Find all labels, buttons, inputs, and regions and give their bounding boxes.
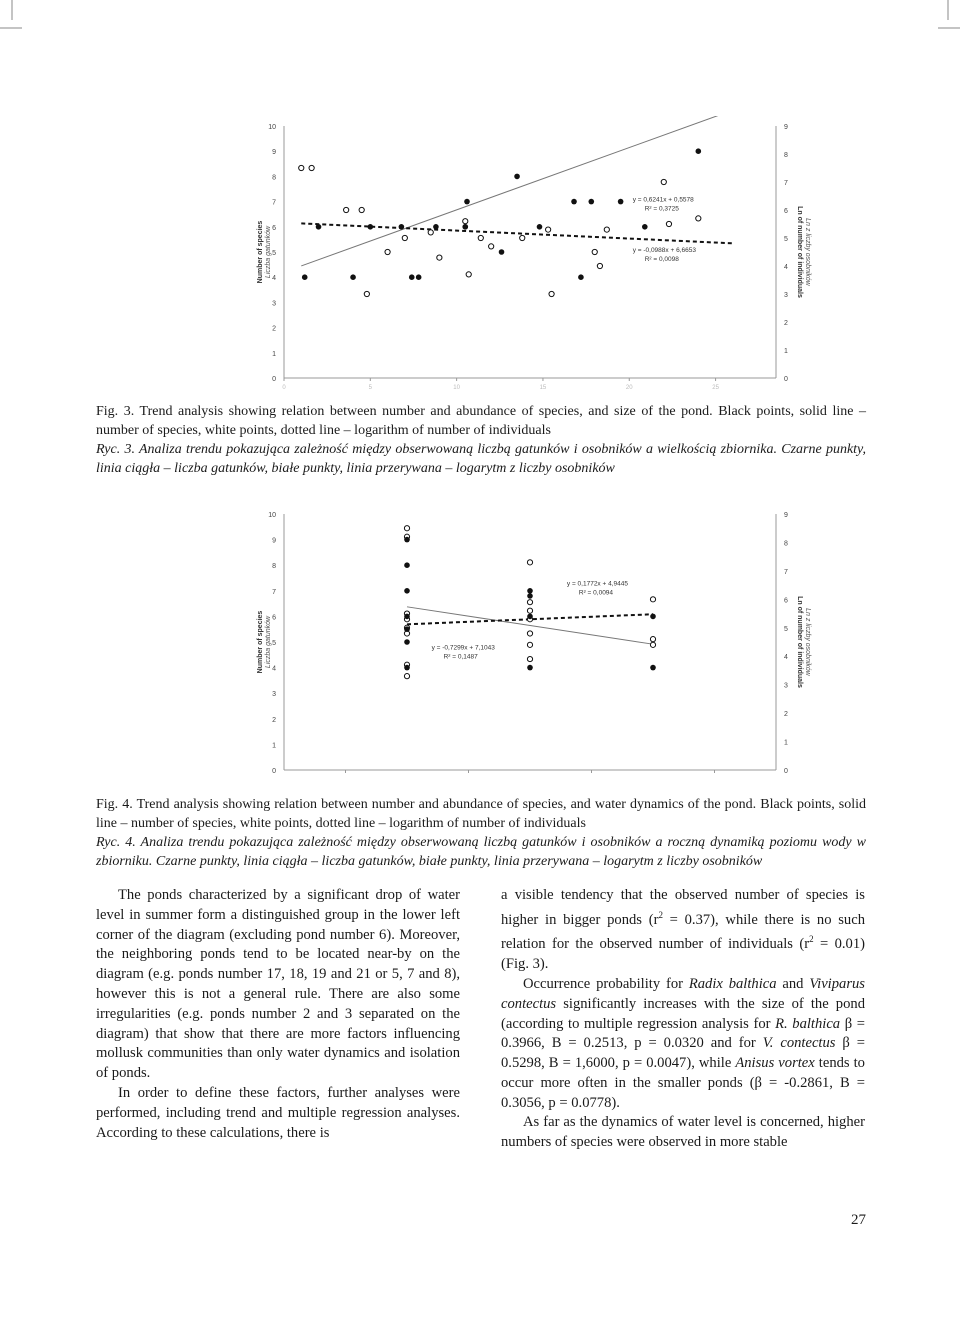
left-tick-label: 9 [272,537,276,545]
right-tick-label: 2 [784,320,788,327]
x-tick-label: 25 [712,385,719,390]
left-axis-title-pl: Liczba gatunków [265,225,272,279]
white-point [359,207,364,212]
white-point [546,227,551,232]
white-point [696,216,701,221]
white-point [299,165,304,170]
left-axis-title-pl: Liczba gatunków [265,615,272,669]
right-tick-label: 0 [784,768,788,775]
x-tick-label: 0 [282,385,286,390]
right-tick-label: 6 [784,208,788,215]
text-run: significantly increases with the size of the pond (according to multiple regression analysis for [501,995,865,1032]
species-trend-line [301,116,733,266]
right-axis-title-pl: Ln z liczby osobników [804,218,811,286]
black-point [433,224,439,230]
right-tick-label: 5 [784,625,788,633]
fig3-caption [96,402,866,478]
white-point [437,255,442,260]
white-point [309,165,314,170]
trend-equation: y = 0,1772x + 4,9445 [566,580,628,588]
white-point [527,600,532,605]
species-name: Viviparus contectus [501,975,865,1012]
white-point [364,291,369,296]
black-point [404,614,410,620]
left-tick-label: 6 [272,614,276,622]
white-point [527,560,532,565]
black-point [696,148,702,154]
trend-equation: y = -0,7299x + 7,1043 [431,644,495,652]
left-tick-label: 2 [272,716,276,724]
right-axis-title-pl: Ln z liczby osobników [804,608,811,676]
white-point [520,235,525,240]
left-tick-label: 3 [272,691,276,699]
left-tick-label: 7 [272,588,276,596]
black-point [527,614,533,620]
white-point [404,526,409,531]
black-point [368,224,374,230]
right-tick-label: 7 [784,180,788,187]
black-point [404,639,410,645]
right-tick-label: 7 [784,568,788,576]
body-right-paragraph-3: As far as the dynamics of water level is concerned, higher numbers of species were observed in more stable [501,1114,865,1151]
right-tick-label: 4 [784,654,788,662]
trend-r2: R² = 0,0098 [644,256,679,263]
fig3-caption-pl: Ryc. 3. Analiza trendu pokazująca zależność między obserwowaną liczbą gatunków i osobników a wielkością zbiornika. Czarne punkty, linia ciągła – liczba gatunków, białe punkty, linia przerywana – logarytm z liczby osobników [96,442,866,476]
right-tick-label: 0 [784,376,788,383]
fig3-caption-en: Fig. 3. Trend analysis showing relation between number and abundance of species, and size of the pond. Black points, solid line – number of species, white points, dotted line – logarithm of number of individuals [96,404,866,438]
white-point [466,272,471,277]
left-tick-label: 0 [272,768,276,775]
trend-r2: R² = 0,0094 [578,589,614,597]
white-point [650,642,655,647]
left-tick-label: 1 [272,742,276,750]
left-tick-label: 0 [272,376,276,383]
white-point [597,263,602,268]
black-point [404,562,410,568]
text-run: and [776,975,810,992]
fig4-caption [96,795,866,871]
white-point [666,221,671,226]
text-run: tends to occur more often in the smaller ponds (β = -0.2861, B = 0.3056, p = 0.0778). [501,1055,865,1111]
left-tick-label: 7 [272,199,276,207]
white-point [604,227,609,232]
left-tick-label: 4 [272,275,276,283]
superscript: 2 [658,909,663,920]
black-point [571,199,577,205]
white-point [344,207,349,212]
right-tick-label: 5 [784,236,788,243]
left-tick-label: 4 [272,665,276,673]
species-name: Radix balthica [688,975,777,992]
white-point [385,249,390,254]
trend-equation: y = 0,6241x + 0,5578 [632,196,694,204]
left-axis-title: Number of species [257,220,264,284]
black-point [302,274,308,280]
white-point [402,235,407,240]
black-point [316,224,322,230]
black-point [537,224,543,230]
left-tick-label: 1 [272,350,276,358]
white-point [549,291,554,296]
fig3-svg [244,116,814,390]
left-tick-label: 2 [272,325,276,333]
right-axis-title: Ln of number of individuals [796,596,803,688]
left-axis-title: Number of species [257,610,264,674]
trend-r2: R² = 0,3725 [644,205,679,213]
black-point [350,274,356,280]
white-point [650,637,655,642]
body-left-paragraph-1: The ponds characterized by a significant drop of water level in summer form a distinguished group in the lower left corner of the diagram (excluding pond number 6). Moreover, the neighboring ponds tend to be located near-by on the diagram (e.g. ponds number 17, 18, 19 and 21 or 5, 7 and 8), however this is not a general rule. There are also some irregularities (e.g. ponds number 2 and 3 separated on the diagram) that show that there are more factors influencing mollusk communities than only water dynamics and isolation of ponds. [96,887,460,1082]
white-point [592,249,597,254]
text-run: = 0.01) (Fig. 3). [501,936,865,973]
text-run: a visible tendency that the observed number of species is higher in bigger ponds (r [501,887,865,928]
black-point [399,224,405,230]
black-point [499,249,505,255]
left-tick-label: 9 [272,149,276,157]
species-name: V. contectus [762,1035,836,1052]
x-tick-label: 5 [368,385,372,390]
white-point [661,179,666,184]
left-tick-label: 10 [268,124,276,131]
right-axis-title: Ln of number of individuals [796,206,803,298]
white-point [478,235,483,240]
left-tick-label: 10 [268,512,276,519]
right-tick-label: 9 [784,124,788,131]
black-point [618,199,624,205]
white-point [489,244,494,249]
black-point [404,665,410,671]
trend-r2: R² = 0,1487 [443,653,478,661]
trend-equation: y = -0,0988x + 6,6653 [632,247,696,254]
black-point [527,593,533,599]
black-point [650,665,656,671]
text-run: β = 0.3966, B = 0.2513, p = 0.0320 and for [501,1015,865,1052]
page-number: 27 [851,1212,866,1228]
white-point [650,597,655,602]
fig3-chart [244,116,814,390]
black-point [404,537,410,543]
white-point [404,674,409,679]
white-point [527,608,532,613]
black-point [650,614,656,620]
right-tick-label: 6 [784,597,788,605]
fig4-chart [244,504,814,786]
black-point [409,274,415,280]
right-tick-label: 8 [784,540,788,548]
text-run: Occurrence probability for [523,975,689,992]
white-point [463,219,468,224]
body-left-column [96,886,460,1143]
white-point [527,642,532,647]
white-point [428,230,433,235]
right-tick-label: 9 [784,512,788,519]
right-tick-label: 8 [784,152,788,159]
superscript: 2 [809,934,814,945]
black-point [578,274,584,280]
right-tick-label: 3 [784,292,788,299]
black-point [416,274,422,280]
right-tick-label: 2 [784,711,788,719]
right-tick-label: 4 [784,264,788,271]
body-right-paragraph-2 [501,975,865,1114]
body-right-paragraph-1 [501,886,865,975]
crop-mark-top-left [0,0,24,30]
left-tick-label: 3 [272,300,276,308]
left-tick-label: 5 [272,250,276,257]
body-left-paragraph-2: In order to define these factors, further analyses were performed, including trend and multiple regression analyses. According to these calculations, there is [96,1084,460,1141]
black-point [642,224,648,230]
black-point [588,199,594,205]
left-tick-label: 5 [272,640,276,647]
left-tick-label: 6 [272,224,276,232]
body-right-column [501,886,865,1153]
black-point [462,224,468,230]
x-tick-label: 15 [539,385,547,390]
text-run: = 0.37), while there is no such relation for the observed number of individuals (r [501,911,865,953]
black-point [527,665,533,671]
fig4-svg [244,504,814,786]
species-name: R. balthica [775,1015,841,1032]
black-point [404,588,410,594]
white-point [527,631,532,636]
black-point [527,588,533,594]
right-tick-label: 1 [784,348,788,355]
crop-mark-top-right [936,0,960,30]
species-name: Anisus vortex [735,1055,815,1072]
fig4-caption-en: Fig. 4. Trend analysis showing relation between number and abundance of species, and water dynamics of the pond. Black points, solid line – number of species, white points, dotted line – logarithm of number of individuals [96,797,866,831]
x-tick-label: 10 [453,385,460,390]
black-point [464,199,470,205]
right-tick-label: 1 [784,739,788,747]
left-tick-label: 8 [272,174,276,182]
left-tick-label: 8 [272,563,276,571]
right-tick-label: 3 [784,682,788,690]
fig4-caption-pl: Ryc. 4. Analiza trendu pokazująca zależność między obserwowaną liczbą gatunków i osobników a roczną dynamiką poziomu wody w zbiorniku. Czarne punkty, linia ciągła – liczba gatunków, białe punkty, linia przerywana – logarytm z liczby osobników [96,835,866,869]
black-point [404,626,410,632]
black-point [514,174,520,180]
white-point [527,656,532,661]
text-run: β = 0.5298, B = 1,6000, p = 0.0047), while [501,1035,865,1072]
x-tick-label: 20 [625,385,633,390]
